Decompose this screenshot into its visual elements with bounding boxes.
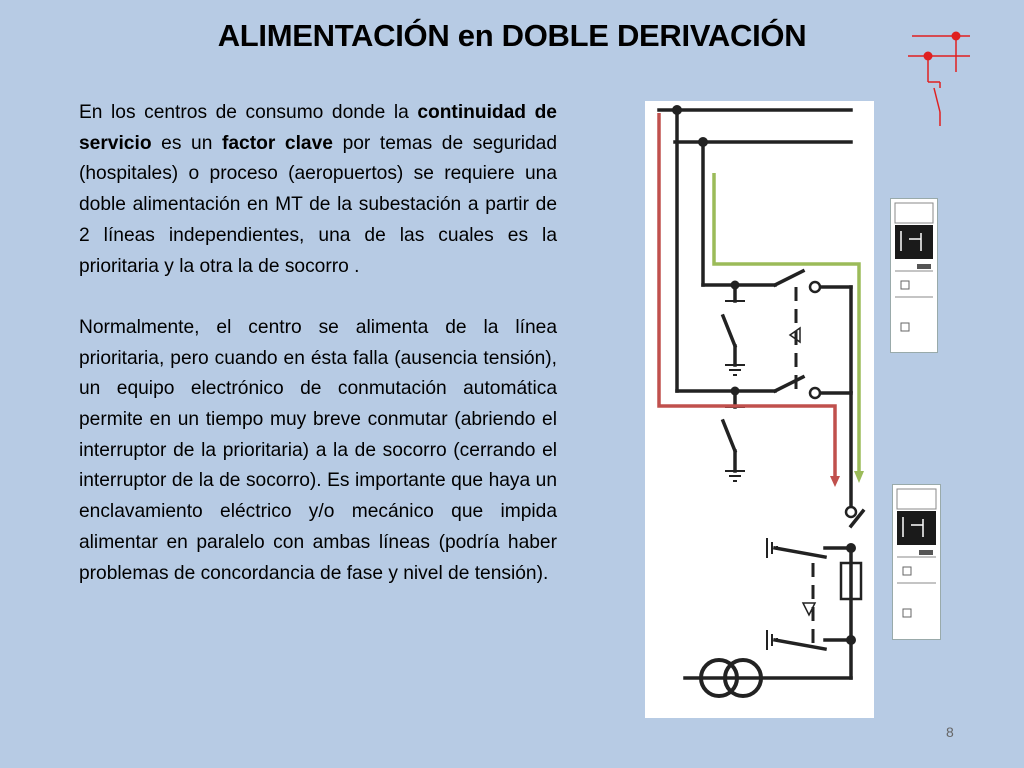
paragraph-switchover: Normalmente, el centro se alimenta de la línea prioritaria, pero cuando en ésta falla (ausencia tensión), un equipo electrónico de conmutación automática permite en un tiempo muy breve conmutar (abriendo el interruptor de la prioritaria) a la de socorro (cerrando el interruptor de la de socorro). Es importante que haya un enclavamiento eléctrico y/o mecánico que impida alimentar en paralelo con ambas líneas (podría haber problemas de concordancia de fase y nivel de tensión). [79,316,557,584]
page-number: 8 [946,724,954,740]
slide-title: ALIMENTACIÓN en DOBLE DERIVACIÓN [217,18,807,53]
double-derivation-logo-icon [906,26,976,130]
paragraph-intro-rest: por temas de seguridad (hospitales) o proceso (aeropuertos) se requiere una doble alimentación en MT de la subestación a partir de 2 líneas independientes, una de las cuales es la prioritaria y la otra la de socorro . [79,132,558,277]
bold-continuity: continuidad de servicio [79,102,557,154]
bold-key-factor: factor clave [222,132,333,154]
paragraph-intro-text: En los centros de consumo donde la [79,102,418,123]
paragraph-intro-mid: es un [151,132,222,154]
paragraph-intro [79,98,557,282]
switchgear-cubicle-icon [890,198,938,353]
switchgear-cubicle-icon [892,484,941,640]
single-line-diagram [645,101,874,718]
body-text [79,98,557,589]
